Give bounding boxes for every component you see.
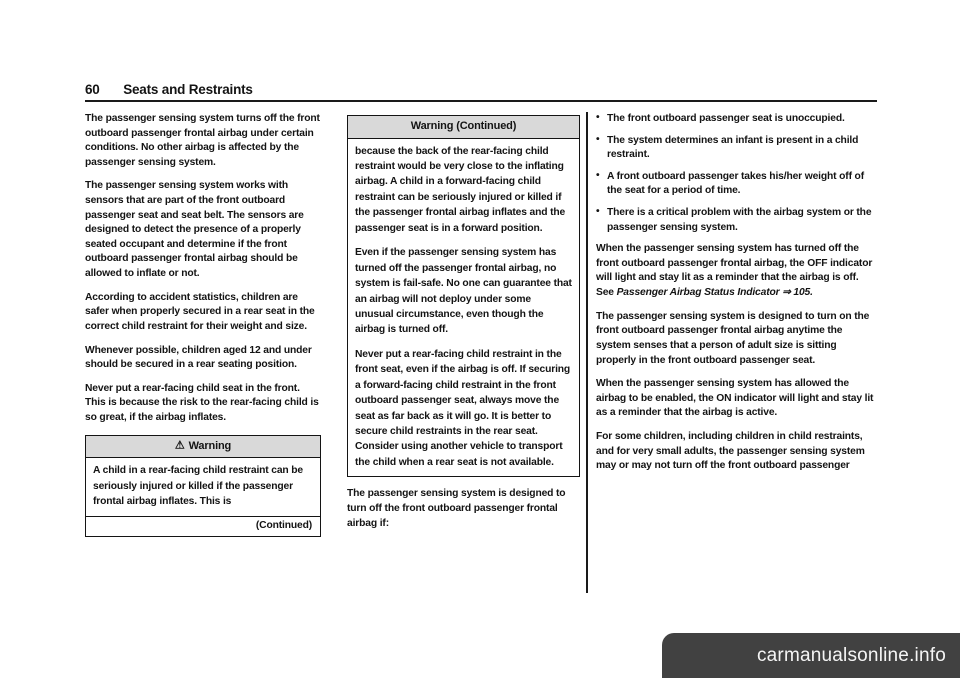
paragraph: The passenger sensing system is designed to turn off the front outboard passenger frontal airbag if: [347,488,566,529]
cross-reference-title: Passenger Airbag Status Indicator [616,287,780,299]
column-divider [586,112,588,593]
cross-reference-page: ⇒ 105. [779,287,813,299]
column-1 [85,112,321,537]
paragraph: Never put a rear-facing child restraint in the front seat, even if the airbag is off. If securing a forward-facing child restraint in the front outboard passenger seat, always move the seat as far back as it will go. It is better to secure child restraints in the rear seat. Consider using another vehicle to transport the child when a rear seat is not available. [355,348,571,468]
paragraph: Even if the passenger sensing system has turned off the passenger frontal airbag, no system is fail-safe. No one can guarantee that an airbag will not deploy under some unusual circumstance, even though the airbag is turned off. [355,247,572,336]
paragraph: The passenger sensing system turns off the front outboard passenger frontal airbag under certain conditions. No other airbag is affected by the passenger sensing system. [85,113,320,168]
paragraph: When the passenger sensing system has allowed the airbag to be enabled, the ON indicator will light and stay lit as a reminder that the airbag is active. [596,378,874,419]
section-title: Seats and Restraints [123,82,253,97]
paragraph: Whenever possible, children aged 12 and under should be secured in a rear seating position. [85,344,312,371]
warning-icon: ⚠ [174,439,185,452]
bullet-item: • A front outboard passenger takes his/her weight off of the seat for a period of time. [596,170,878,199]
paragraph: The passenger sensing system is designed to turn on the front outboard passenger frontal airbag anytime the system senses that a person of adult size is sitting properly in the front outboard passenger seat. [596,310,870,366]
paragraph: Never put a rear-facing child seat in the front. This is because the risk to the rear-facing child is so great, if the airbag inflates. [85,382,319,423]
warning-body [348,139,579,477]
indicator-text: When the passenger sensing system has turned off the front outboard passenger frontal airbag, the OFF indicator will light and stay lit as a reminder that the airbag is off. See [596,243,873,299]
warning-box [85,435,321,538]
warning-title-label: Warning [188,439,232,452]
watermark: carmanualsonline.info [662,633,960,678]
bullet-item: • The front outboard passenger seat is unoccupied. [596,112,878,127]
paragraph [596,242,878,300]
warning-box-title: Warning (Continued) [348,116,579,139]
warning-continued-label: (Continued) [86,516,320,537]
paragraph: The passenger sensing system works with sensors that are part of the front outboard passenger seat and seat belt. The sensors are designed to detect the presence of a properly seated occupant and determine if the front outboard passenger frontal airbag should be allowed to inflate or not. [85,180,304,280]
header-rule [85,100,877,102]
bullet-item: • The system determines an infant is present in a child restraint. [596,134,878,163]
page-header [85,82,253,97]
warning-body: A child in a rear-facing child restraint can be seriously injured or killed if the passenger frontal airbag inflates. This is [93,465,304,508]
paragraph: For some children, including children in child restraints, and for very small adults, the passenger sensing system may or may not turn off the front outboard passenger [596,430,865,472]
column-2 [347,112,580,540]
column-3 [596,112,878,483]
paragraph: because the back of the rear-facing child restraint would be very close to the inflating airbag. A child in a forward-facing child restraint can be seriously injured or killed if the passenger frontal airbag inflates and the passenger seat is in a forward position. [355,145,566,234]
warning-continued-box [347,115,580,477]
bullet-item: • There is a critical problem with the airbag system or the passenger sensing system. [596,206,878,235]
warning-box-title [86,436,320,459]
paragraph: According to accident statistics, children are safer when properly secured in a rear seat in the correct child restraint for their weight and size. [85,291,315,332]
bullet-list [596,112,878,235]
page-number: 60 [85,82,100,97]
